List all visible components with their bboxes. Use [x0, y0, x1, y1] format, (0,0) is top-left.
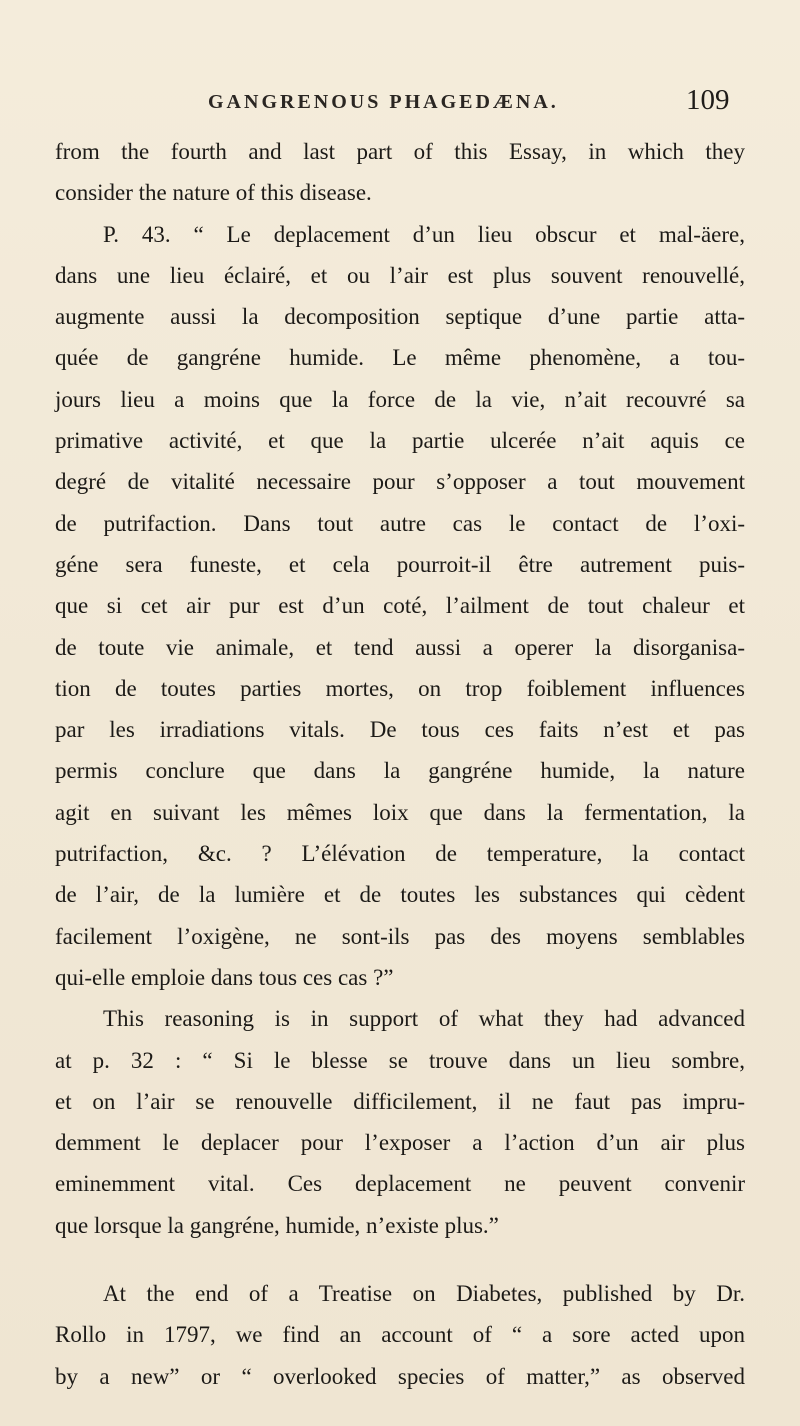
text-line: This reasoning is in support of what they had advanced [103, 1006, 745, 1032]
running-head [0, 84, 800, 124]
paragraph-gap [55, 1246, 745, 1273]
paragraph-french-quotation [55, 214, 745, 999]
text-line: permis conclure que dans la gangréne humide, la nature [55, 758, 745, 784]
text-line: degré de vitalité necessaire pour s’opposer a tout mouvement [55, 469, 745, 495]
text-line: P. 43. “ Le deplacement d’un lieu obscur et mal-äere, [103, 221, 745, 247]
text-line: Rollo in 1797, we find an account of “ a sore acted upon [55, 1322, 745, 1348]
text-line: At the end of a Treatise on Diabetes, published by Dr. [103, 1281, 745, 1307]
text-line: primative activité, et que la partie ulcerée n’ait aquis ce [55, 428, 745, 454]
body-text [55, 131, 745, 1397]
text-line: by a new” or “ overlooked species of matter,” as observed [55, 1363, 745, 1389]
paragraph-continuation [55, 131, 745, 214]
text-line: que lorsque la gangréne, humide, n’existe plus.” [55, 1212, 499, 1238]
text-line: agit en suivant les mêmes loix que dans la fermentation, la [55, 799, 745, 825]
text-line: putrifaction, &c. ? L’élévation de temperature, la contact [55, 841, 745, 867]
text-line: at p. 32 : “ Si le blesse se trouve dans un lieu sombre, [55, 1047, 745, 1073]
text-line: augmente aussi la decomposition septique d’une partie atta- [55, 304, 745, 330]
text-line: eminemment vital. Ces deplacement ne peuvent convenir [55, 1171, 745, 1197]
text-line: de toute vie animale, et tend aussi a operer la disorganisa- [55, 634, 745, 660]
text-line: quée de gangréne humide. Le même phenomène, a tou- [55, 345, 745, 371]
text-line: consider the nature of this disease. [55, 180, 372, 206]
page-number: 109 [686, 84, 730, 116]
paragraph-treatise [55, 1273, 745, 1397]
text-line: tion de toutes parties mortes, on trop foiblement influences [55, 675, 745, 701]
text-line: que si cet air pur est d’un coté, l’ailment de tout chaleur et [55, 593, 745, 619]
text-line: et on l’air se renouvelle difficilement, il ne faut pas impru- [55, 1088, 745, 1114]
text-line: facilement l’oxigène, ne sont-ils pas des moyens semblables [55, 923, 745, 949]
text-line: géne sera funeste, et cela pourroit-il être autrement puis- [55, 551, 745, 577]
text-line: de l’air, de la lumière et de toutes les substances qui cèdent [55, 882, 745, 908]
text-line: jours lieu a moins que la force de la vie, n’ait recouvré sa [55, 386, 745, 412]
text-line: dans une lieu éclairé, et ou l’air est plus souvent renouvellé, [55, 262, 745, 288]
running-title: GANGRENOUS PHAGEDÆNA. [208, 91, 559, 113]
text-line: qui-elle emploie dans tous ces cas ?” [55, 964, 394, 990]
paragraph-reasoning [55, 998, 745, 1246]
text-line: from the fourth and last part of this Essay, in which they [55, 139, 745, 164]
text-line: demment le deplacer pour l’exposer a l’action d’un air plus [55, 1130, 745, 1156]
text-line: par les irradiations vitals. De tous ces faits n’est et pas [55, 717, 745, 743]
text-line: de putrifaction. Dans tout autre cas le contact de l’oxi- [55, 510, 745, 536]
